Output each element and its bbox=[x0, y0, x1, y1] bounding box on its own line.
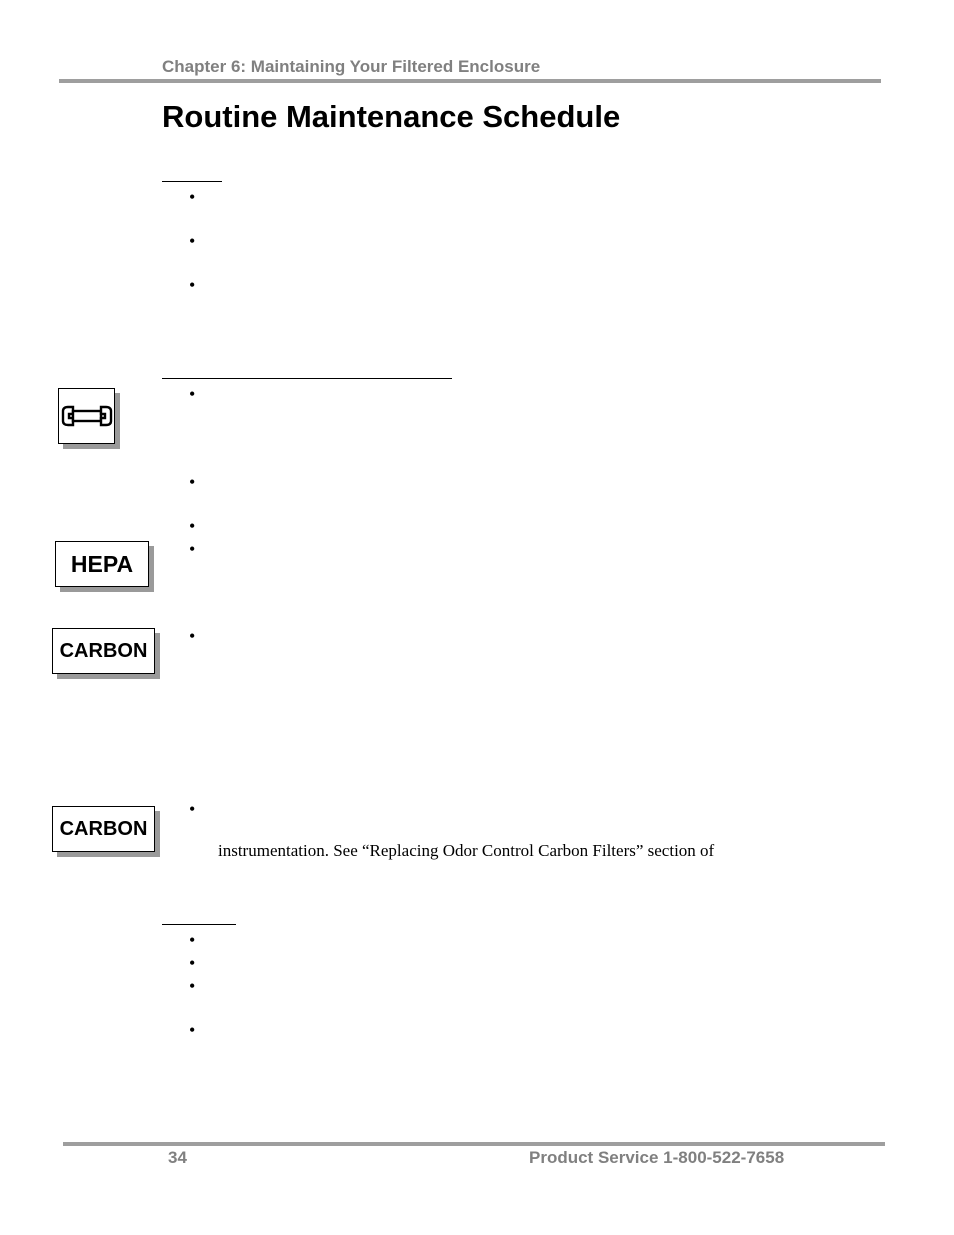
section-2-heading-underline bbox=[162, 378, 452, 379]
carbon-icon bbox=[52, 806, 155, 852]
bullet-marker: • bbox=[189, 187, 196, 207]
page-number: 34 bbox=[168, 1148, 187, 1167]
hepa-label: HEPA bbox=[70, 550, 134, 577]
instrumentation-text: instrumentation. See “Replacing Odor Control Carbon Filters” section of bbox=[218, 841, 715, 860]
bullet-marker: • bbox=[189, 953, 196, 973]
footer-rule bbox=[63, 1142, 885, 1146]
bullet-marker: • bbox=[189, 976, 196, 996]
hepa-icon bbox=[55, 541, 149, 587]
chapter-header: Chapter 6: Maintaining Your Filtered Enclosure bbox=[162, 57, 541, 76]
product-service-phone: Product Service 1-800-522-7658 bbox=[529, 1148, 785, 1167]
section-1-heading-underline bbox=[162, 181, 222, 182]
bullet-marker: • bbox=[189, 472, 196, 492]
header-rule bbox=[59, 79, 881, 83]
bullet-marker: • bbox=[189, 384, 196, 404]
section-3-heading-underline bbox=[162, 924, 236, 925]
carbon-label: CARBON bbox=[59, 639, 148, 662]
bullet-marker: • bbox=[189, 275, 196, 295]
wrench-icon bbox=[58, 388, 115, 444]
bullet-marker: • bbox=[189, 231, 196, 251]
bullet-marker: • bbox=[189, 626, 196, 646]
bullet-marker: • bbox=[189, 539, 196, 559]
bullet-marker: • bbox=[189, 1020, 196, 1040]
carbon-icon bbox=[52, 628, 155, 674]
bullet-marker: • bbox=[189, 930, 196, 950]
bullet-marker: • bbox=[189, 799, 196, 819]
carbon-label: CARBON bbox=[59, 817, 148, 840]
bullet-marker: • bbox=[189, 516, 196, 536]
page-title: Routine Maintenance Schedule bbox=[162, 99, 621, 134]
wrench-icon-graphic bbox=[61, 399, 113, 433]
